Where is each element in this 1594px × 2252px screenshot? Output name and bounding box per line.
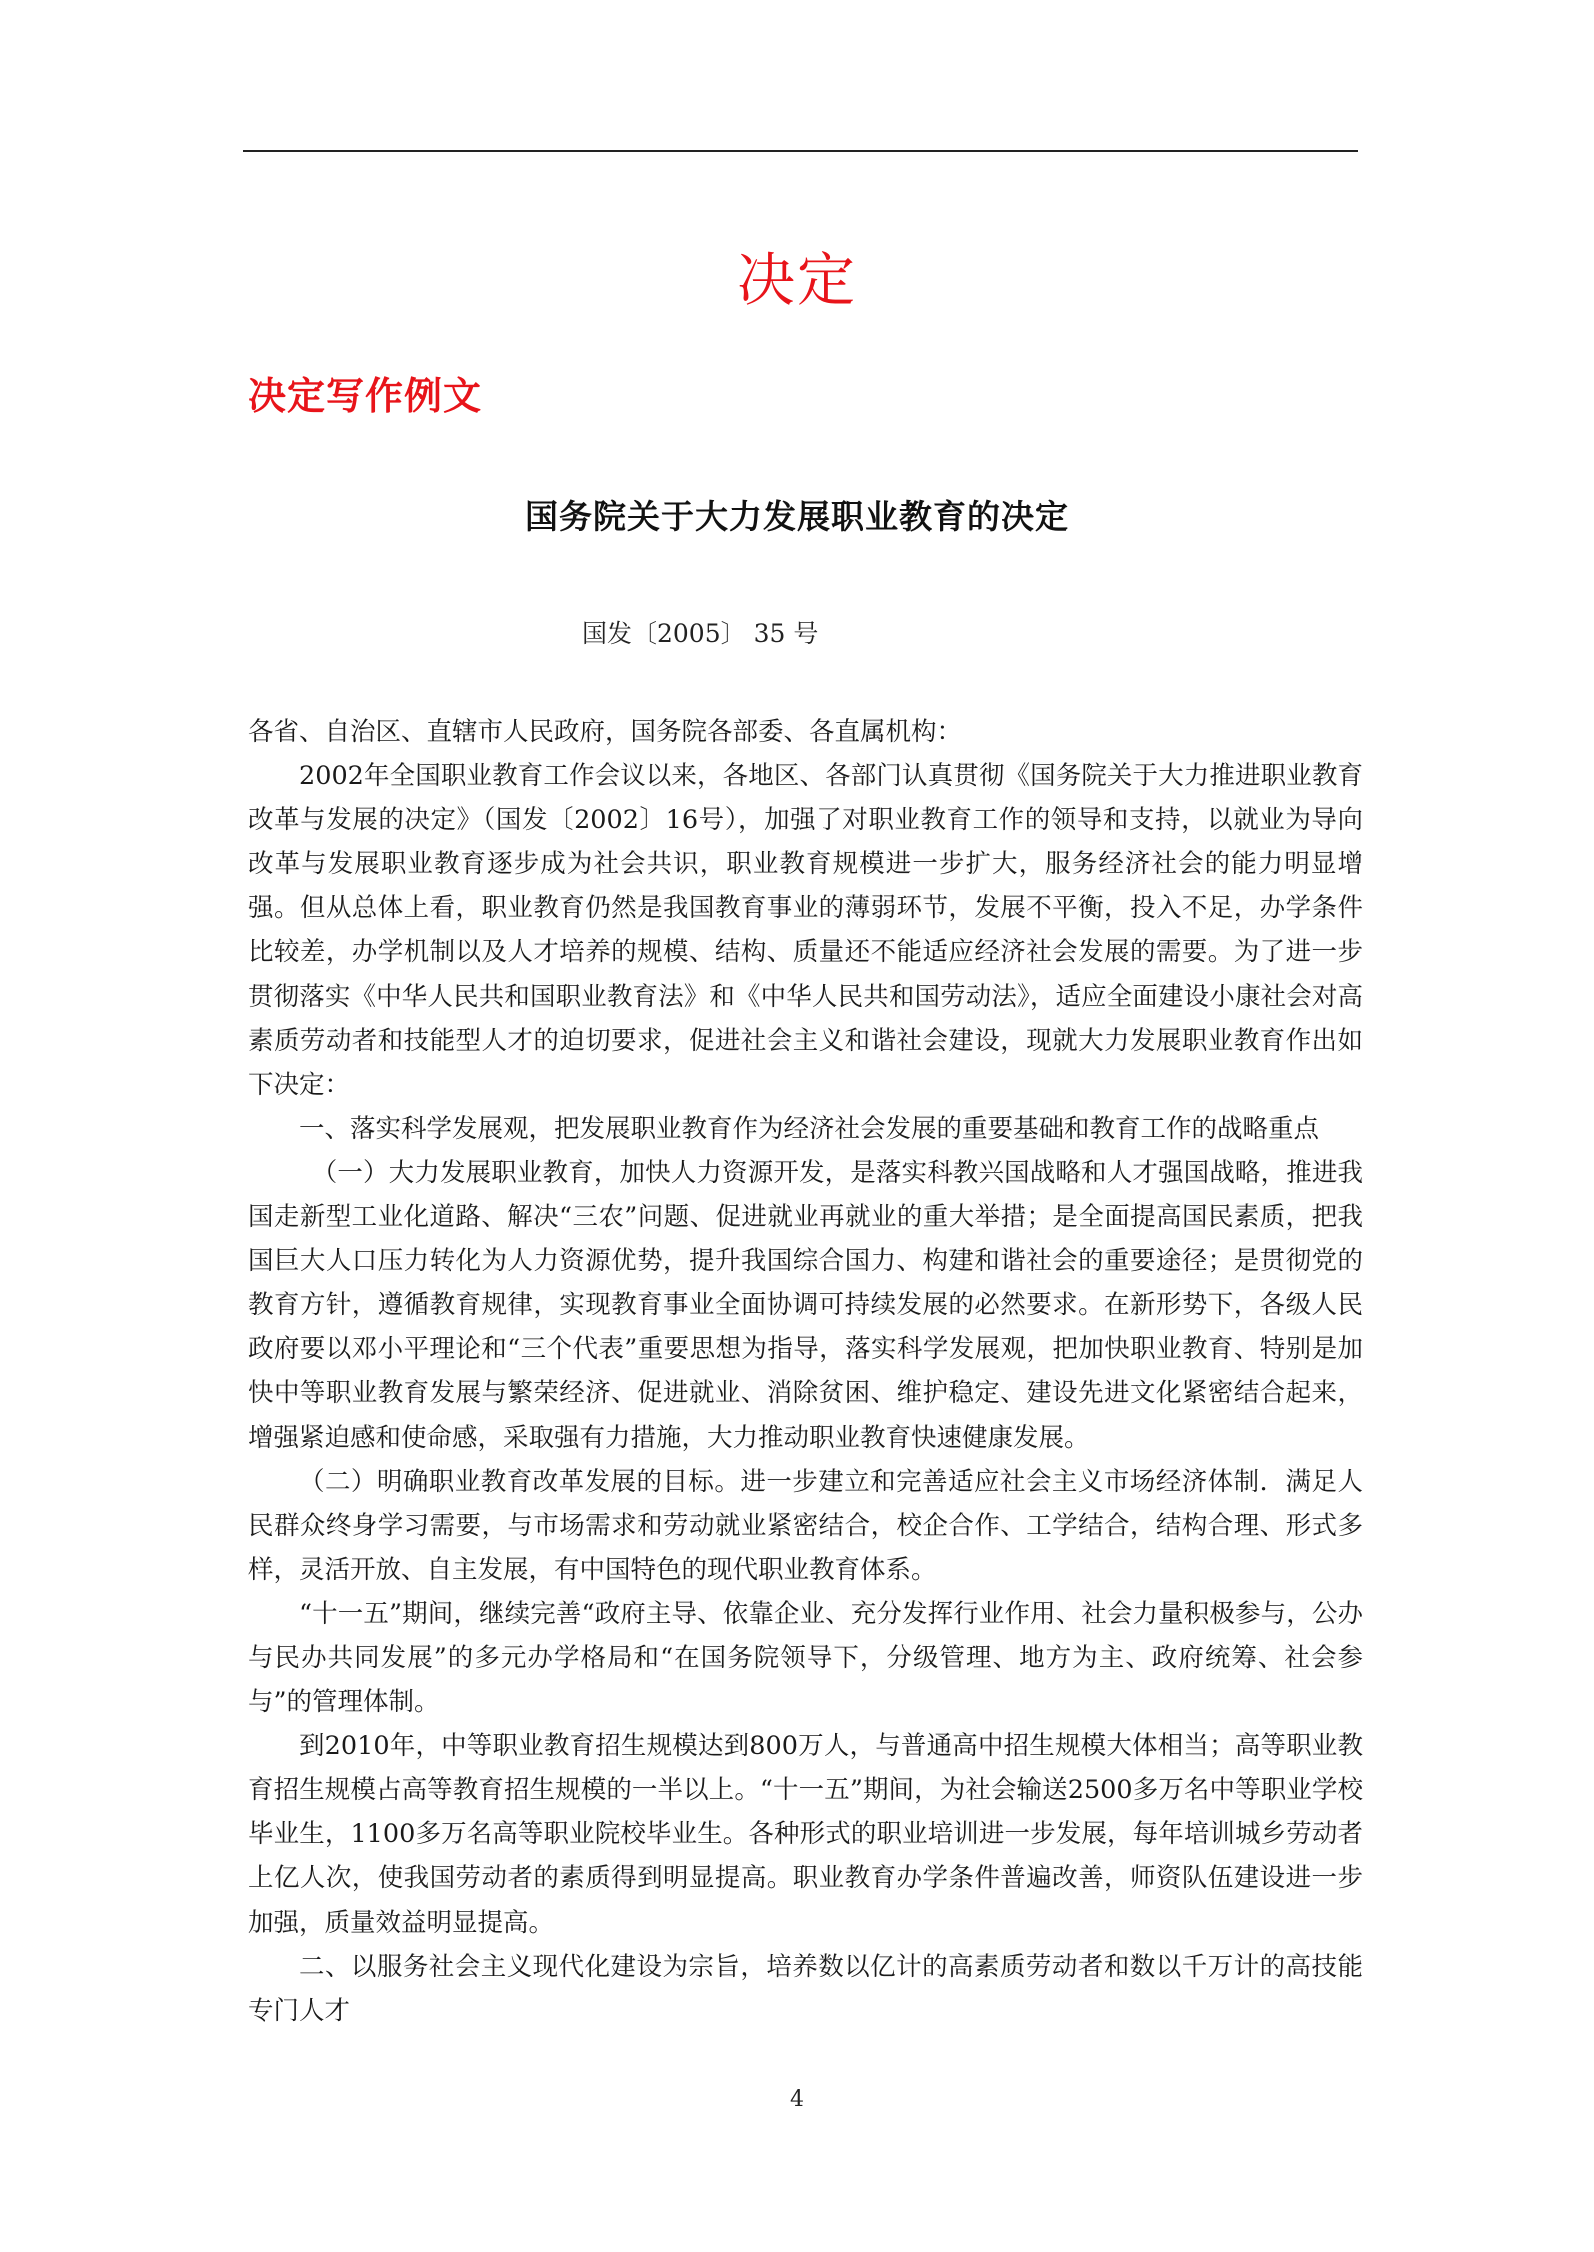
document-heading: 决定 — [736, 246, 857, 314]
section-heading: 决定写作例文 — [248, 374, 483, 418]
paragraph-targets-2010: 到2010年，中等职业教育招生规模达到800万人，与普通高中招生规模大体相当；高等职业教育招生规模占高等教育招生规模的一半以上。“十一五”期间，为社会输送2500多万名中等职业学校毕业生，1100多万名高等职业院校毕业生。各种形式的职业培训进一步发展，每年培训城乡劳动者上亿人次，使我国劳动者的素质得到明显提高。职业教育办学条件普遍改善，师资队伍建设进一步加强，质量效益明显提高。 — [248, 1731, 1363, 1938]
paragraph-section-two: 二、以服务社会主义现代化建设为宗旨，培养数以亿计的高素质劳动者和数以千万计的高技能专门人才 — [248, 1951, 1363, 2026]
salutation: 各省、自治区、直辖市人民政府，国务院各部委、各直属机构： — [248, 717, 963, 747]
page-number: 4 — [790, 2087, 804, 2112]
document-number: 国发〔2005〕 35 号 — [582, 619, 819, 648]
body-text — [248, 710, 1363, 2033]
paragraph-intro: 2002年全国职业教育工作会议以来，各地区、各部门认真贯彻《国务院关于大力推进职业教育改革与发展的决定》（国发〔2002〕16号），加强了对职业教育工作的领导和支持，以就业为导向改革与发展职业教育逐步成为社会共识，职业教育规模进一步扩大，服务经济社会的能力明显增强。但从总体上看，职业教育仍然是我国教育事业的薄弱环节，发展不平衡，投入不足，办学条件比较差，办学机制以及人才培养的规模、结构、质量还不能适应经济社会发展的需要。为了进一步贯彻落实《中华人民共和国职业教育法》和《中华人民共和国劳动法》，适应全面建设小康社会对高素质劳动者和技能型人才的迫切要求，促进社会主义和谐社会建设，现就大力发展职业教育作出如下决定： — [248, 761, 1363, 1100]
paragraph-eleventh-five-year: “十一五”期间，继续完善“政府主导、依靠企业、充分发挥行业作用、社会力量积极参与，公办与民办共同发展”的多元办学格局和“在国务院领导下，分级管理、地方为主、政府统筹、社会参与”的管理体制。 — [248, 1598, 1363, 1718]
paragraph-section-one: 一、落实科学发展观，把发展职业教育作为经济社会发展的重要基础和教育工作的战略重点 — [299, 1113, 1320, 1144]
article-title: 国务院关于大力发展职业教育的决定 — [525, 497, 1069, 536]
header-rule — [243, 150, 1358, 152]
paragraph-item-one: （一）大力发展职业教育，加快人力资源开发，是落实科教兴国战略和人才强国战略，推进我国走新型工业化道路、解决“三农”问题、促进就业再就业的重大举措；是全面提高国民素质，把我国巨大人口压力转化为人力资源优势，提升我国综合国力、构建和谐社会的重要途径；是贯彻党的教育方针，遵循教育规律，实现教育事业全面协调可持续发展的必然要求。在新形势下，各级人民政府要以邓小平理论和“三个代表”重要思想为指导，落实科学发展观，把加快职业教育、特别是加快中等职业教育发展与繁荣经济、促进就业、消除贫困、维护稳定、建设先进文化紧密结合起来，增强紧迫感和使命感，采取强有力措施，大力推动职业教育快速健康发展。 — [248, 1157, 1363, 1453]
paragraph-item-two: （二）明确职业教育改革发展的目标。进一步建立和完善适应社会主义市场经济体制．满足人民群众终身学习需要，与市场需求和劳动就业紧密结合，校企合作、工学结合，结构合理、形式多样，灵活开放、自主发展，有中国特色的现代职业教育体系。 — [248, 1466, 1363, 1585]
